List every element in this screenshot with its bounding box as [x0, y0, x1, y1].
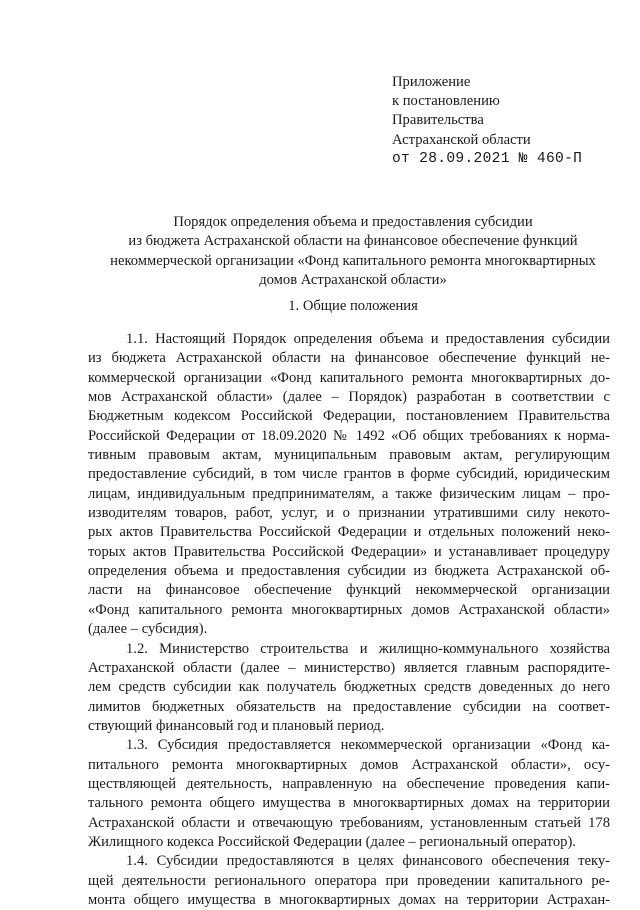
body-line: тального ремонта общего имущества в многоквартирных домах на территории	[88, 795, 610, 812]
title-line: Порядок определения объема и предоставления субсидии	[173, 214, 533, 230]
body-line: ласти на финансовое обеспечение функций некоммерческой организации	[88, 582, 610, 599]
body-line: 1.1. Настоящий Порядок определения объема и предоставления субсидии	[126, 331, 610, 347]
appendix-line: Приложение	[392, 74, 471, 90]
body-line: (далее – субсидия).	[88, 621, 208, 638]
body-line: лицам, индивидуальным предпринимателям, а также физическим лицам – про-	[88, 485, 610, 502]
body-line: лем средств субсидии как получатель бюджетных средств доведенных до него	[88, 679, 610, 696]
body-line: изводителям товаров, работ, услуг, и о признании утратившими силу некото-	[88, 505, 610, 522]
body-line: 1.2. Министерство строительства и жилищно-коммунального хозяйства	[126, 640, 610, 657]
body-line: ствующий финансовый год и плановый период.	[88, 717, 385, 734]
body-line: лимитов бюджетных обязательств на предоставление субсидии на соответ-	[88, 698, 610, 715]
title-line: из бюджета Астраханской области на финансовое обеспечение функций	[128, 233, 578, 250]
body-line: коммерческой организации «Фонд капитального ремонта многоквартирных до-	[88, 369, 610, 386]
body-line: «Фонд капитального ремонта многоквартирных домов Астраханской области»	[88, 601, 610, 618]
section-heading: 1. Общие положения	[288, 298, 418, 314]
appendix-line: к постановлению	[392, 93, 500, 110]
body-line: торых актов Правительства Российской Федерации» и устанавливает процедуру	[88, 543, 610, 560]
body-line: Российской Федерации от 18.09.2020 № 1492 «Об общих требованиях к норма-	[88, 427, 610, 444]
body-text	[88, 330, 610, 910]
body-line: питального ремонта многоквартирных домов Астраханской области», осу-	[88, 756, 610, 773]
body-line: из бюджета Астраханской области на финансовое обеспечение функций не-	[88, 350, 610, 367]
body-line: 1.3. Субсидия предоставляется некоммерческой организации «Фонд ка-	[126, 737, 610, 754]
document-title	[88, 213, 618, 291]
title-line: некоммерческой организации «Фонд капитального ремонта многоквартирных	[110, 252, 596, 269]
body-line: тивным правовым актам, муниципальным правовым актам, регулирующим	[88, 447, 610, 464]
body-line: Астраханской области (далее – министерство) является главным распорядите-	[88, 659, 610, 676]
body-line: предоставление субсидий, в том числе грантов в форме субсидий, юридическим	[88, 466, 610, 483]
body-line: 1.4. Субсидии предоставляются в целях финансового обеспечения теку-	[126, 853, 610, 870]
body-line: Астраханской области и отвечающую требованиям, установленным статьей 178	[88, 814, 610, 831]
title-line: домов Астраханской области»	[259, 272, 447, 289]
body-line: рых актов Правительства Российской Федерации и отдельных положений неко-	[88, 524, 610, 541]
body-line: мов Астраханской области» (далее – Порядок) разработан в соответствии с	[88, 389, 610, 406]
appendix-line: Астраханской области	[392, 131, 531, 148]
appendix-date-number: от 28.09.2021 № 460-П	[392, 150, 583, 167]
body-line: щей деятельности регионального оператора при проведении капитального ре-	[88, 872, 610, 889]
appendix-block	[392, 73, 582, 169]
appendix-line: Правительства	[392, 112, 484, 129]
body-line: определения объема и предоставления субсидии из бюджета Астраханской об-	[88, 563, 610, 580]
body-line: Жилищного кодекса Российской Федерации (далее – региональный оператор).	[88, 833, 576, 850]
body-line: монта общего имущества в многоквартирных домах на территории Астрахан-	[88, 891, 610, 908]
body-line: Бюджетным кодексом Российской Федерации, постановлением Правительства	[88, 408, 610, 425]
body-line: ществляющей деятельность, направленную на обеспечение проведения капи-	[88, 775, 610, 792]
